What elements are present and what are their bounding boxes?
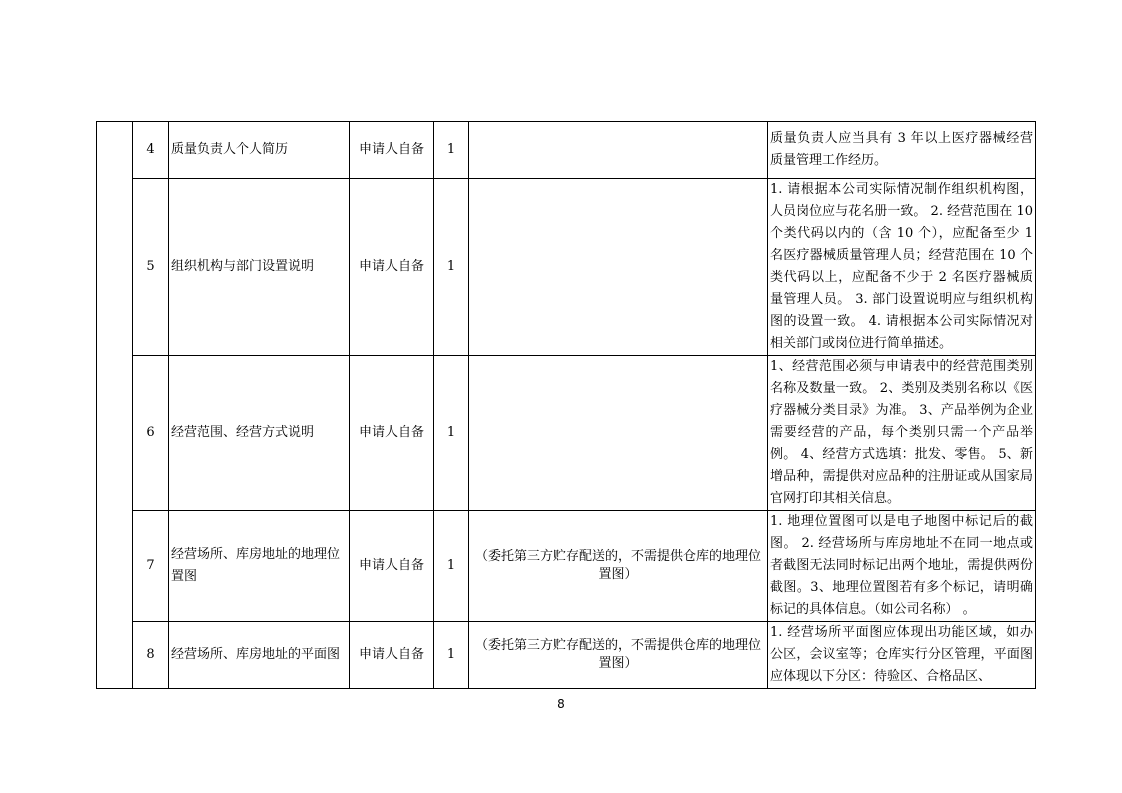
material-remark [469, 179, 768, 356]
table-row [97, 122, 1036, 179]
row-number: 6 [133, 356, 169, 511]
material-source: 申请人自备 [350, 122, 434, 179]
material-quantity: 1 [434, 356, 469, 511]
material-source: 申请人自备 [350, 179, 434, 356]
material-remark: （委托第三方贮存配送的，不需提供仓库的地理位置图） [469, 511, 768, 622]
table-row [97, 511, 1036, 622]
material-source: 申请人自备 [350, 356, 434, 511]
row-number: 7 [133, 511, 169, 622]
material-name: 经营场所、库房地址的平面图 [169, 622, 350, 689]
material-note: 1. 经营场所平面图应体现出功能区域，如办公区，会议室等；仓库实行分区管理，平面图应体现以下分区：待验区、合格品区、 [768, 622, 1036, 689]
material-note: 1、经营范围必须与申请表中的经营范围类别名称及数量一致。 2、类别及类别名称以《医疗器械分类目录》为准。 3、产品举例为企业需要经营的产品，每个类别只需一个产品举例。 4、经营方式选填：批发、零售。 5、新增品种，需提供对应品种的注册证或从国家局官网打印其相关信息。 [768, 356, 1036, 511]
category-cell [97, 122, 133, 689]
material-remark [469, 122, 768, 179]
table-row [97, 356, 1036, 511]
row-number: 5 [133, 179, 169, 356]
material-source: 申请人自备 [350, 511, 434, 622]
materials-table [96, 121, 1036, 689]
material-remark: （委托第三方贮存配送的，不需提供仓库的地理位置图） [469, 622, 768, 689]
material-note: 1. 请根据本公司实际情况制作组织机构图，人员岗位应与花名册一致。 2. 经营范围在 10 个类代码以内的（含 10 个），应配备至少 1 名医疗器械质量管理人员；经营范围在 10 个类代码以上，应配备不少于 2 名医疗器械质量管理人员。 3. 部门设置说明应与组织机构图的设置一致。 4. 请根据本公司实际情况对相关部门或岗位进行简单描述。 [768, 179, 1036, 356]
material-quantity: 1 [434, 511, 469, 622]
table-row [97, 179, 1036, 356]
material-source: 申请人自备 [350, 622, 434, 689]
material-remark [469, 356, 768, 511]
material-name: 经营范围、经营方式说明 [169, 356, 350, 511]
material-quantity: 1 [434, 122, 469, 179]
table-row [97, 622, 1036, 689]
material-name: 经营场所、库房地址的地理位置图 [169, 511, 350, 622]
page-number: 8 [557, 697, 565, 711]
material-note: 1. 地理位置图可以是电子地图中标记后的截图。 2. 经营场所与库房地址不在同一地点或者截图无法同时标记出两个地址，需提供两份截图。3、地理位置图若有多个标记，请明确标记的具体信息。（如公司名称） 。 [768, 511, 1036, 622]
material-name: 质量负责人个人简历 [169, 122, 350, 179]
material-note: 质量负责人应当具有 3 年以上医疗器械经营质量管理工作经历。 [768, 122, 1036, 179]
row-number: 4 [133, 122, 169, 179]
material-quantity: 1 [434, 179, 469, 356]
row-number: 8 [133, 622, 169, 689]
material-quantity: 1 [434, 622, 469, 689]
material-name: 组织机构与部门设置说明 [169, 179, 350, 356]
